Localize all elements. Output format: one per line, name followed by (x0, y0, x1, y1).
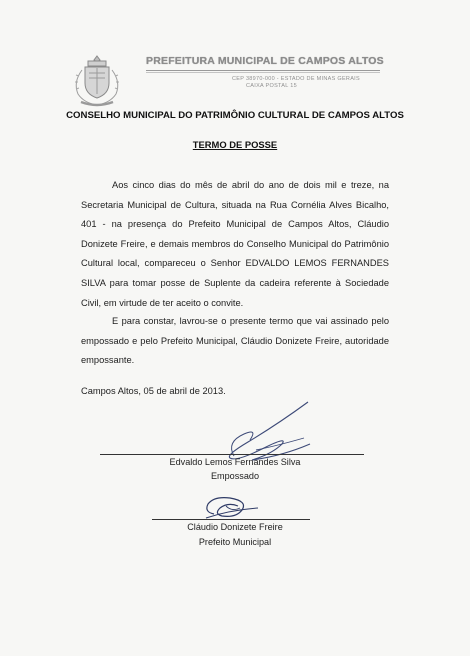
body-paragraph-2: E para constar, lavrou-se o presente termo que vai assinado pelo empossado e pelo Prefeito Municipal, Cláudio Donizete Freire, autoridade empossante. (81, 316, 389, 366)
address-line: CEP 38970-000 - ESTADO DE MINAS GERAIS (232, 76, 360, 82)
signature-line-1 (100, 454, 364, 455)
document-title: TERMO DE POSSE (192, 139, 278, 150)
prefeito-name: Cláudio Donizete Freire (187, 522, 283, 532)
header-rule-thin (146, 72, 380, 73)
empossado-role: Empossado (210, 471, 260, 481)
body-paragraph-1: Aos cinco dias do mês de abril do ano de dois mil e treze, na Secretaria Municipal de Cultura, situada na Rua Cornélia Alves Bicalho, 401 - na presença do Prefeito Municipal de Campos Altos, Cláudio Donizete Freire, e demais membros do Conselho Municipal do Patrimônio Cultural local, compareceu o Senhor EDVALDO LEMOS FERNANDES SILVA para tomar posse de Suplente da cadeira referente à Sociedade Civil, em virtude de ter aceito o convite. (81, 180, 389, 308)
header-rule (146, 70, 380, 71)
council-heading: CONSELHO MUNICIPAL DO PATRIMÔNIO CULTURAL DE CAMPOS ALTOS (66, 110, 404, 121)
institution-name: PREFEITURA MUNICIPAL DE CAMPOS ALTOS (146, 55, 384, 67)
mail-line: CAIXA POSTAL 15 (246, 83, 297, 89)
prefeito-signature-icon (196, 494, 270, 522)
signature-line-2 (152, 519, 310, 520)
prefeito-role: Prefeito Municipal (198, 537, 272, 547)
place-and-date: Campos Altos, 05 de abril de 2013. (81, 386, 226, 396)
empossado-name: Edvaldo Lemos Fernandes Silva (169, 457, 301, 467)
municipal-crest-icon (66, 50, 128, 112)
